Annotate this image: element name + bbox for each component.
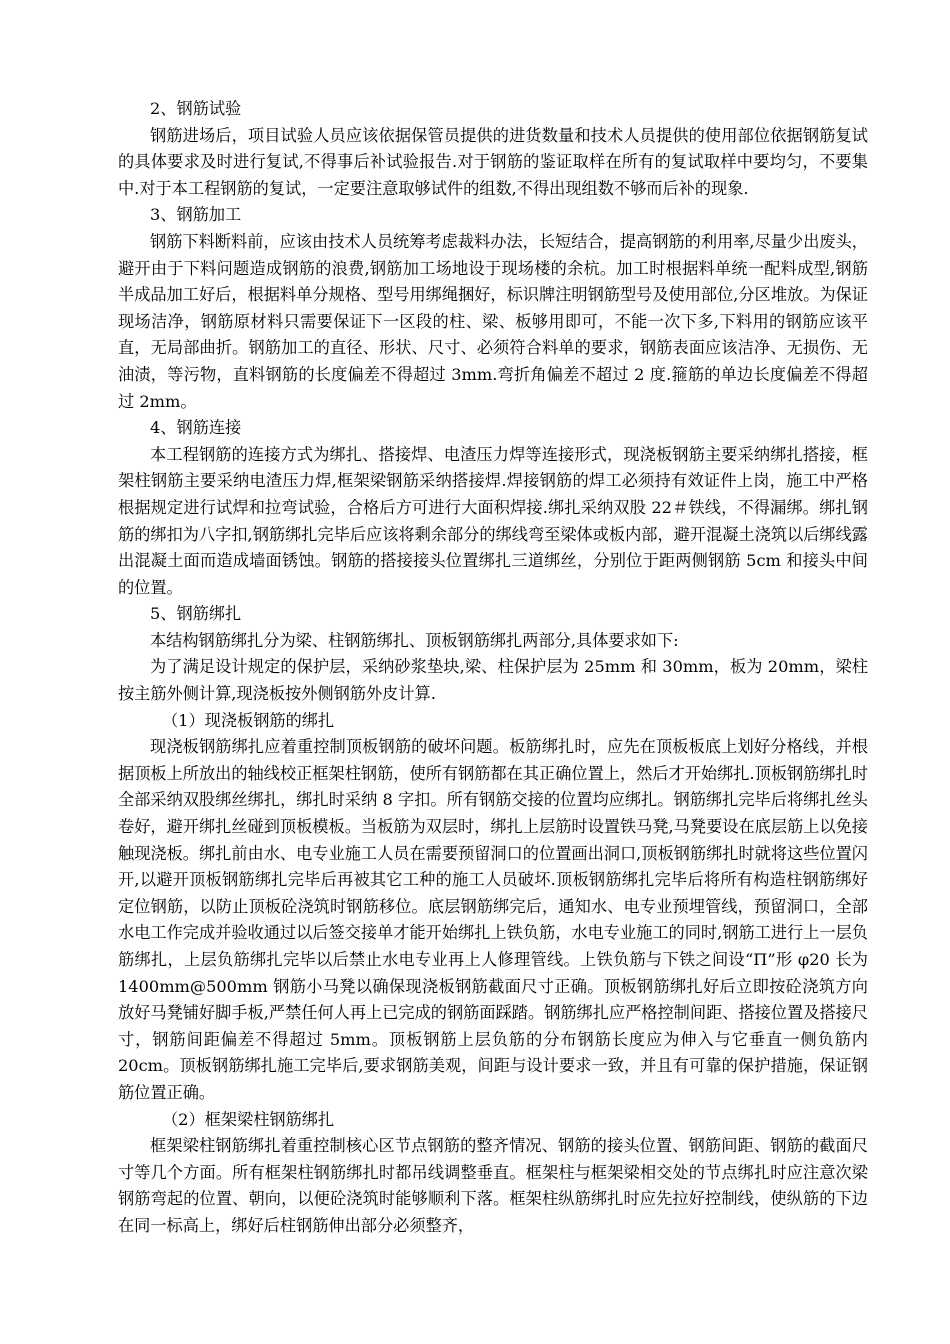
paragraph-binding-overview: 本结构钢筋绑扎分为梁、柱钢筋绑扎、顶板钢筋绑扎两部分,具体要求如下: bbox=[150, 630, 679, 650]
paragraph-steel-connection: 本工程钢筋的连接方式为绑扎、搭接焊、电渣压力焊等连接形式，现浇板钢筋主要采纳绑扎搭接，框架柱钢筋主要采纳电渣压力焊,框架梁钢筋采纳搭接焊.焊接钢筋的焊工必须持有效证件上岗，施工中严格根据规定进行试焊和拉弯试验，合格后方可进行大面积焊接.绑扎采纳双股 22＃铁线，不得漏绑。绑扎钢筋的绑扣为八字扣,钢筋绑扎完毕后应该将剩余部分的绑线弯至梁体或板内部，避开混凝土浇筑以后绑线露出混凝土面而造成墙面锈蚀。钢筋的搭接接头位置绑扎三道绑丝，分别位于距两侧钢筋 5cm 和接头中间的位置。 bbox=[118, 444, 868, 597]
section-heading-steel-processing: 3、钢筋加工 bbox=[150, 205, 242, 225]
section-heading-steel-testing: 2、钢筋试验 bbox=[150, 99, 242, 118]
document-page bbox=[118, 96, 868, 1240]
paragraph-steel-testing: 钢筋进场后，项目试验人员应该依据保管员提供的进货数量和技术人员提供的使用部位依据钢筋复试的具体要求及时进行复试,不得事后补试验报告.对于钢筋的鉴证取样在所有的复试取样中要均匀，不要集中.对于本工程钢筋的复试，一定要注意取够试件的组数,不得出现组数不够而后补的现象. bbox=[118, 125, 868, 198]
section-heading-steel-binding: 5、钢筋绑扎 bbox=[150, 604, 242, 624]
paragraph-slab-binding: 现浇板钢筋绑扎应着重控制顶板钢筋的破坏问题。板筋绑扎时，应先在顶板板底上划好分格线，并根据顶板上所放出的轴线校正框架柱钢筋，使所有钢筋都在其正确位置上，然后才开始绑扎.顶板钢筋绑扎时全部采纳双股绑丝绑扎，绑扎时采纳 8 字扣。所有钢筋交接的位置均应绑扎。钢筋绑扎完毕后将绑扎丝头卷好，避开绑扎丝碰到顶板模板。当板筋为双层时，绑扎上层筋时设置铁马凳,马凳要设在底层筋上以免接触现浇板。绑扎前由水、电专业施工人员在需要预留洞口的位置画出洞口,顶板钢筋绑扎时就将这些位置闪开,以避开顶板钢筋绑扎完毕后再被其它工种的施工人员破坏.顶板钢筋绑扎完毕后将所有构造柱钢筋绑好定位钢筋，以防止顶板砼浇筑时钢筋移位。底层钢筋绑完后，通知水、电专业预埋管线，预留洞口，全部水电工作完成并验收通过以后签交接单才能开始绑扎上铁负筋，水电专业施工的同时,钢筋工进行上一层负筋绑扎，上层负筋绑扎完毕以后禁止水电专业再上人修理管线。上铁负筋与下铁之间设“Π”形 φ20 长为 1400mm@500mm 钢筋小马凳以确保现浇板钢筋截面尺寸正确。顶板钢筋绑扎好后立即按砼浇筑方向放好马凳铺好脚手板,严禁任何人再上已完成的钢筋面踩踏。钢筋绑扎应严格控制间距、搭接位置及搭接尺寸，钢筋间距偏差不得超过 5mm。顶板钢筋上层负筋的分布钢筋长度应为伸入与它垂直一侧负筋内 20cm。顶板钢筋绑扎施工完毕后,要求钢筋美观，间距与设计要求一致，并且有可靠的保护措施，保证钢筋位置正确。 bbox=[118, 737, 868, 1102]
subheading-frame-beam-column-binding: （2）框架梁柱钢筋绑扎 bbox=[162, 1109, 335, 1129]
paragraph-protective-layer: 为了满足设计规定的保护层，采纳砂浆垫块,梁、柱保护层为 25mm 和 30mm，板为 20mm，梁柱按主筋外侧计算,现浇板按外侧钢筋外皮计算. bbox=[118, 657, 868, 704]
paragraph-steel-processing: 钢筋下料断料前，应该由技术人员统筹考虑裁料办法，长短结合，提高钢筋的利用率,尽量少出废头，避开由于下料问题造成钢筋的浪费,钢筋加工场地设于现场楼的余杭。加工时根据料单统一配料成型,钢筋半成品加工好后，根据料单分规格、型号用绑绳捆好，标识牌注明钢筋型号及使用部位,分区堆放。为保证现场洁净，钢筋原材料只需要保证下一区段的柱、梁、板够用即可，不能一次下多,下料用的钢筋应该平直，无局部曲折。钢筋加工的直径、形状、尺寸、必须符合料单的要求，钢筋表面应该洁净、无损伤、无油渍，等污物，直料钢筋的长度偏差不得超过 3mm.弯折角偏差不超过 2 度.箍筋的单边长度偏差不得超过 2mm。 bbox=[118, 231, 868, 411]
section-heading-steel-connection: 4、钢筋连接 bbox=[150, 418, 242, 438]
subheading-slab-binding: （1）现浇板钢筋的绑扎 bbox=[162, 710, 335, 730]
paragraph-frame-beam-column-binding: 框架梁柱钢筋绑扎着重控制核心区节点钢筋的整齐情况、钢筋的接头位置、钢筋间距、钢筋的截面尺寸等几个方面。所有框架柱钢筋绑扎时都吊线调整垂直。框架柱与框架梁相交处的节点绑扎时应注意次梁钢筋弯起的位置、朝向，以便砼浇筑时能够顺利下落。框架柱纵筋绑扎时应先拉好控制线，使纵筋的下边在同一标高上，绑好后柱钢筋伸出部分必须整齐， bbox=[118, 1136, 868, 1235]
